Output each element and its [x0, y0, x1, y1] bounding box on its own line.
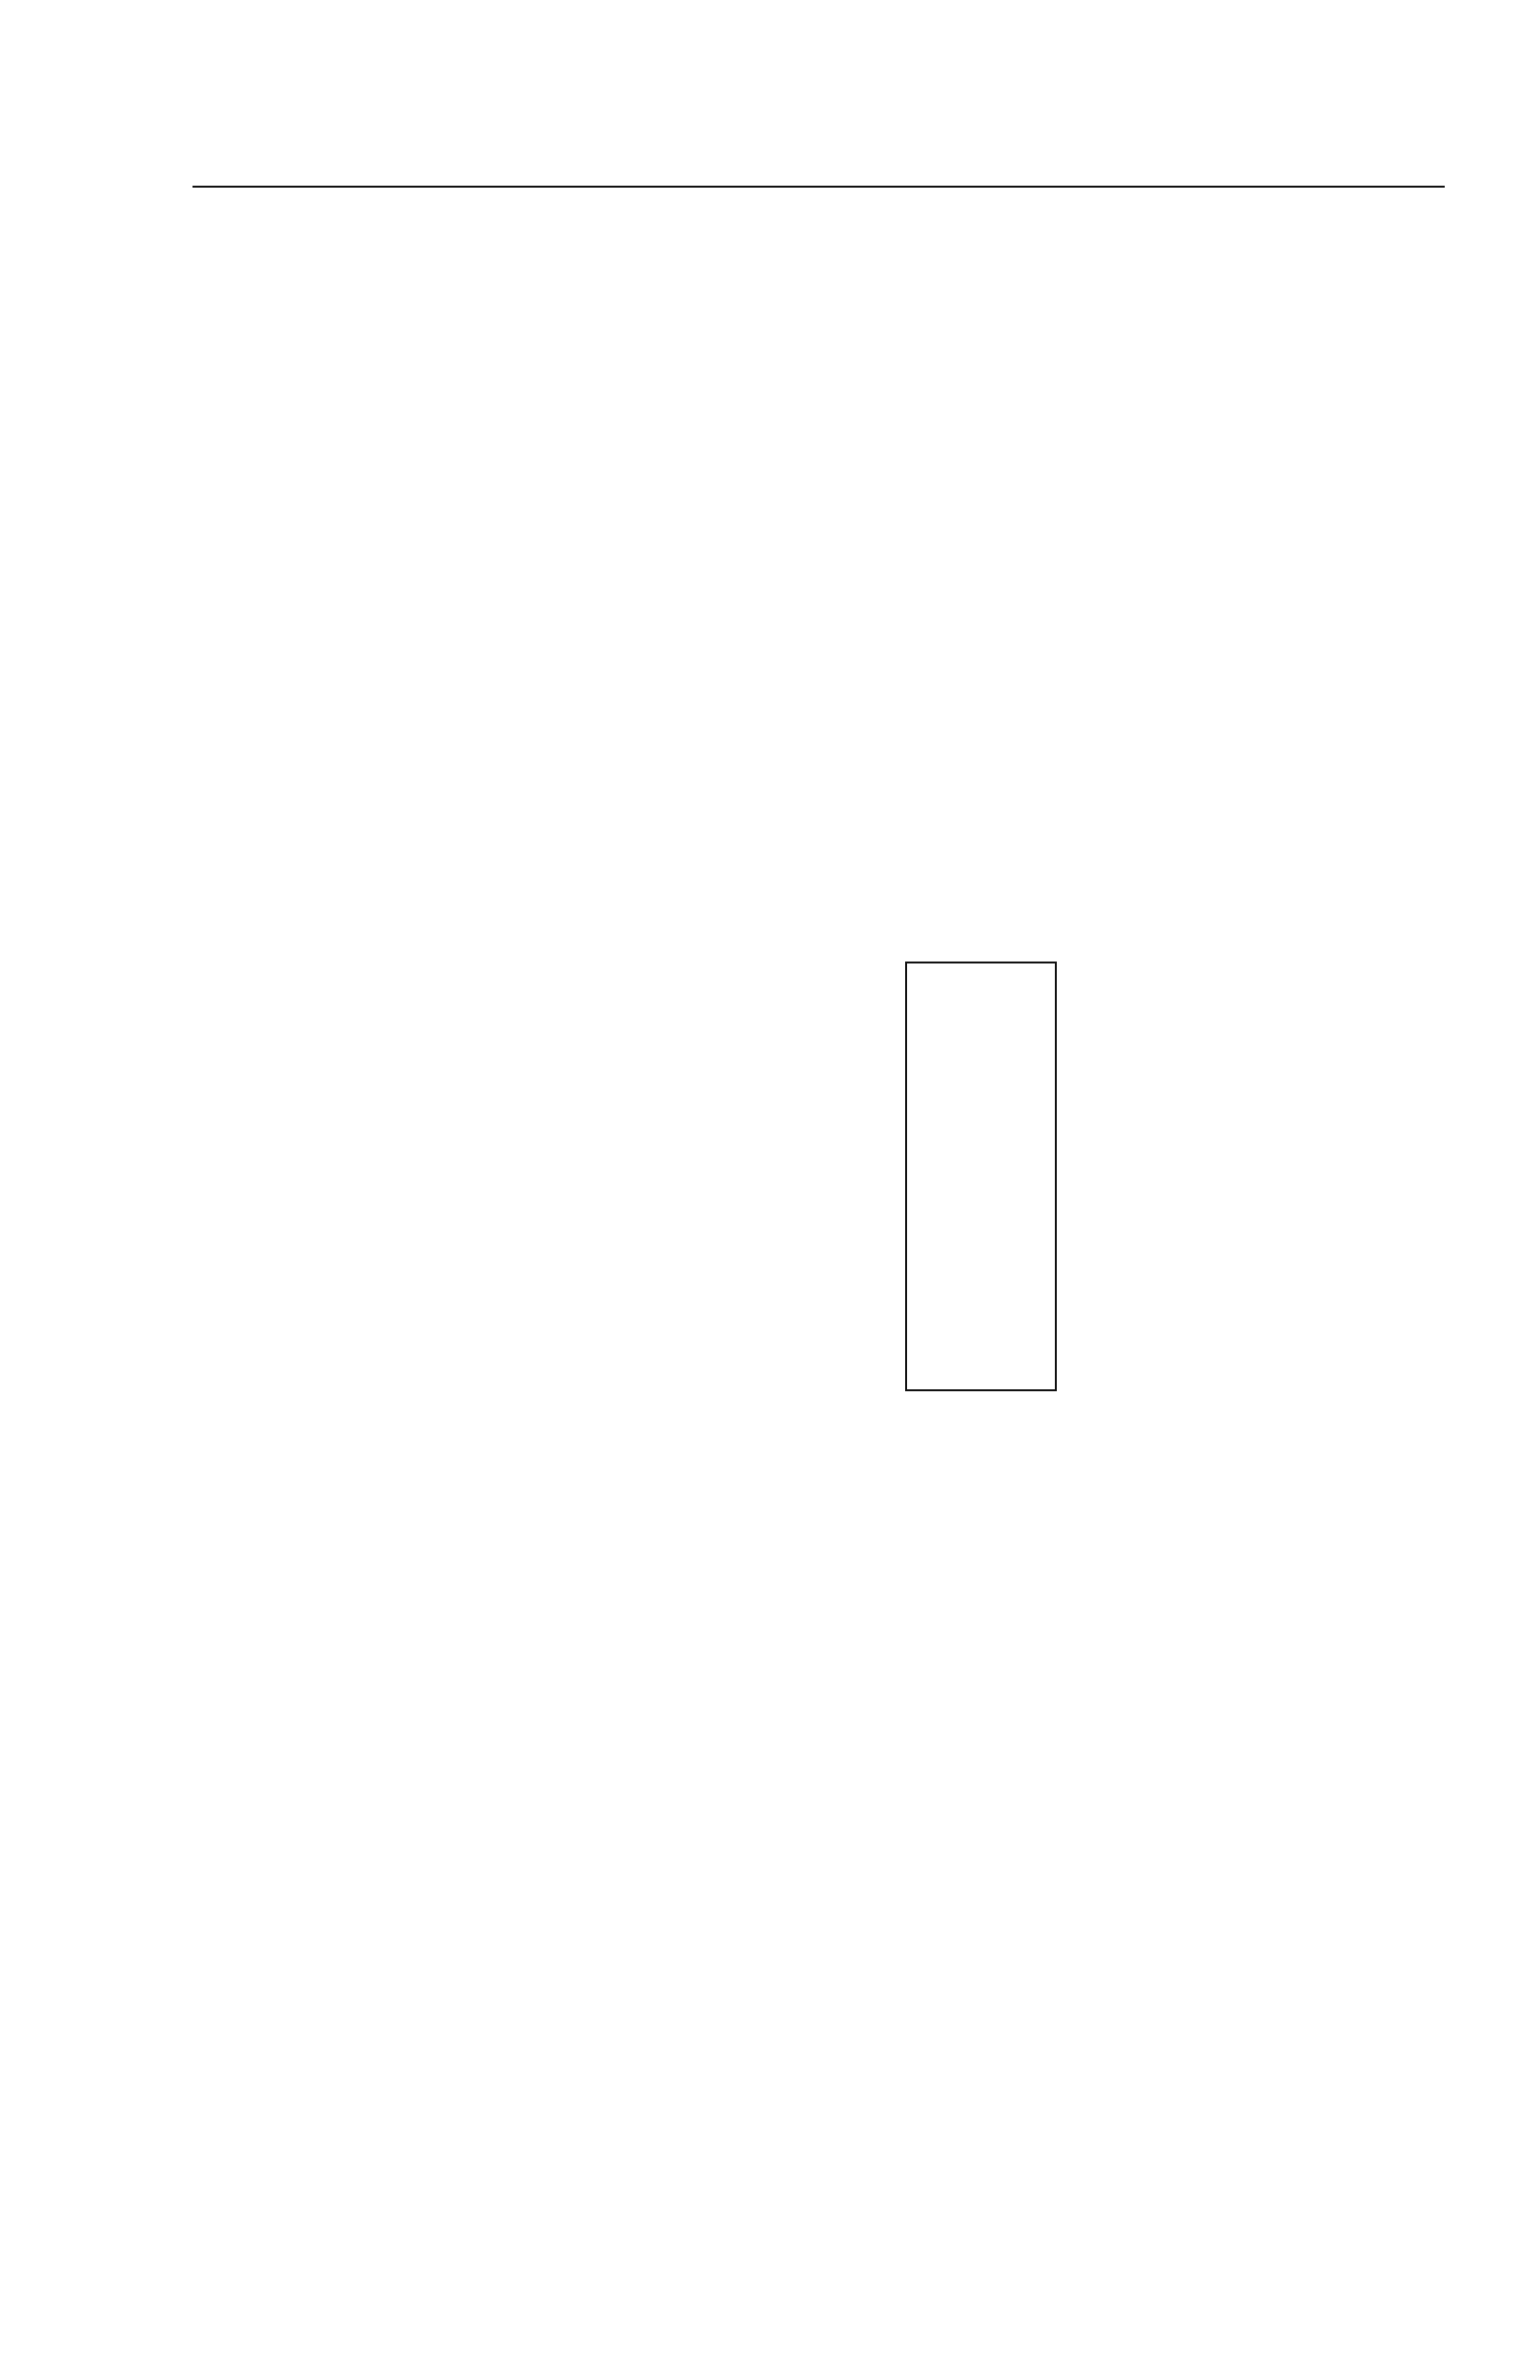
oscilloscope-screen: [355, 962, 1057, 1391]
header-rule: [192, 186, 1445, 188]
waveform-display: [355, 962, 905, 1391]
measurement-panel: [905, 962, 1057, 1391]
